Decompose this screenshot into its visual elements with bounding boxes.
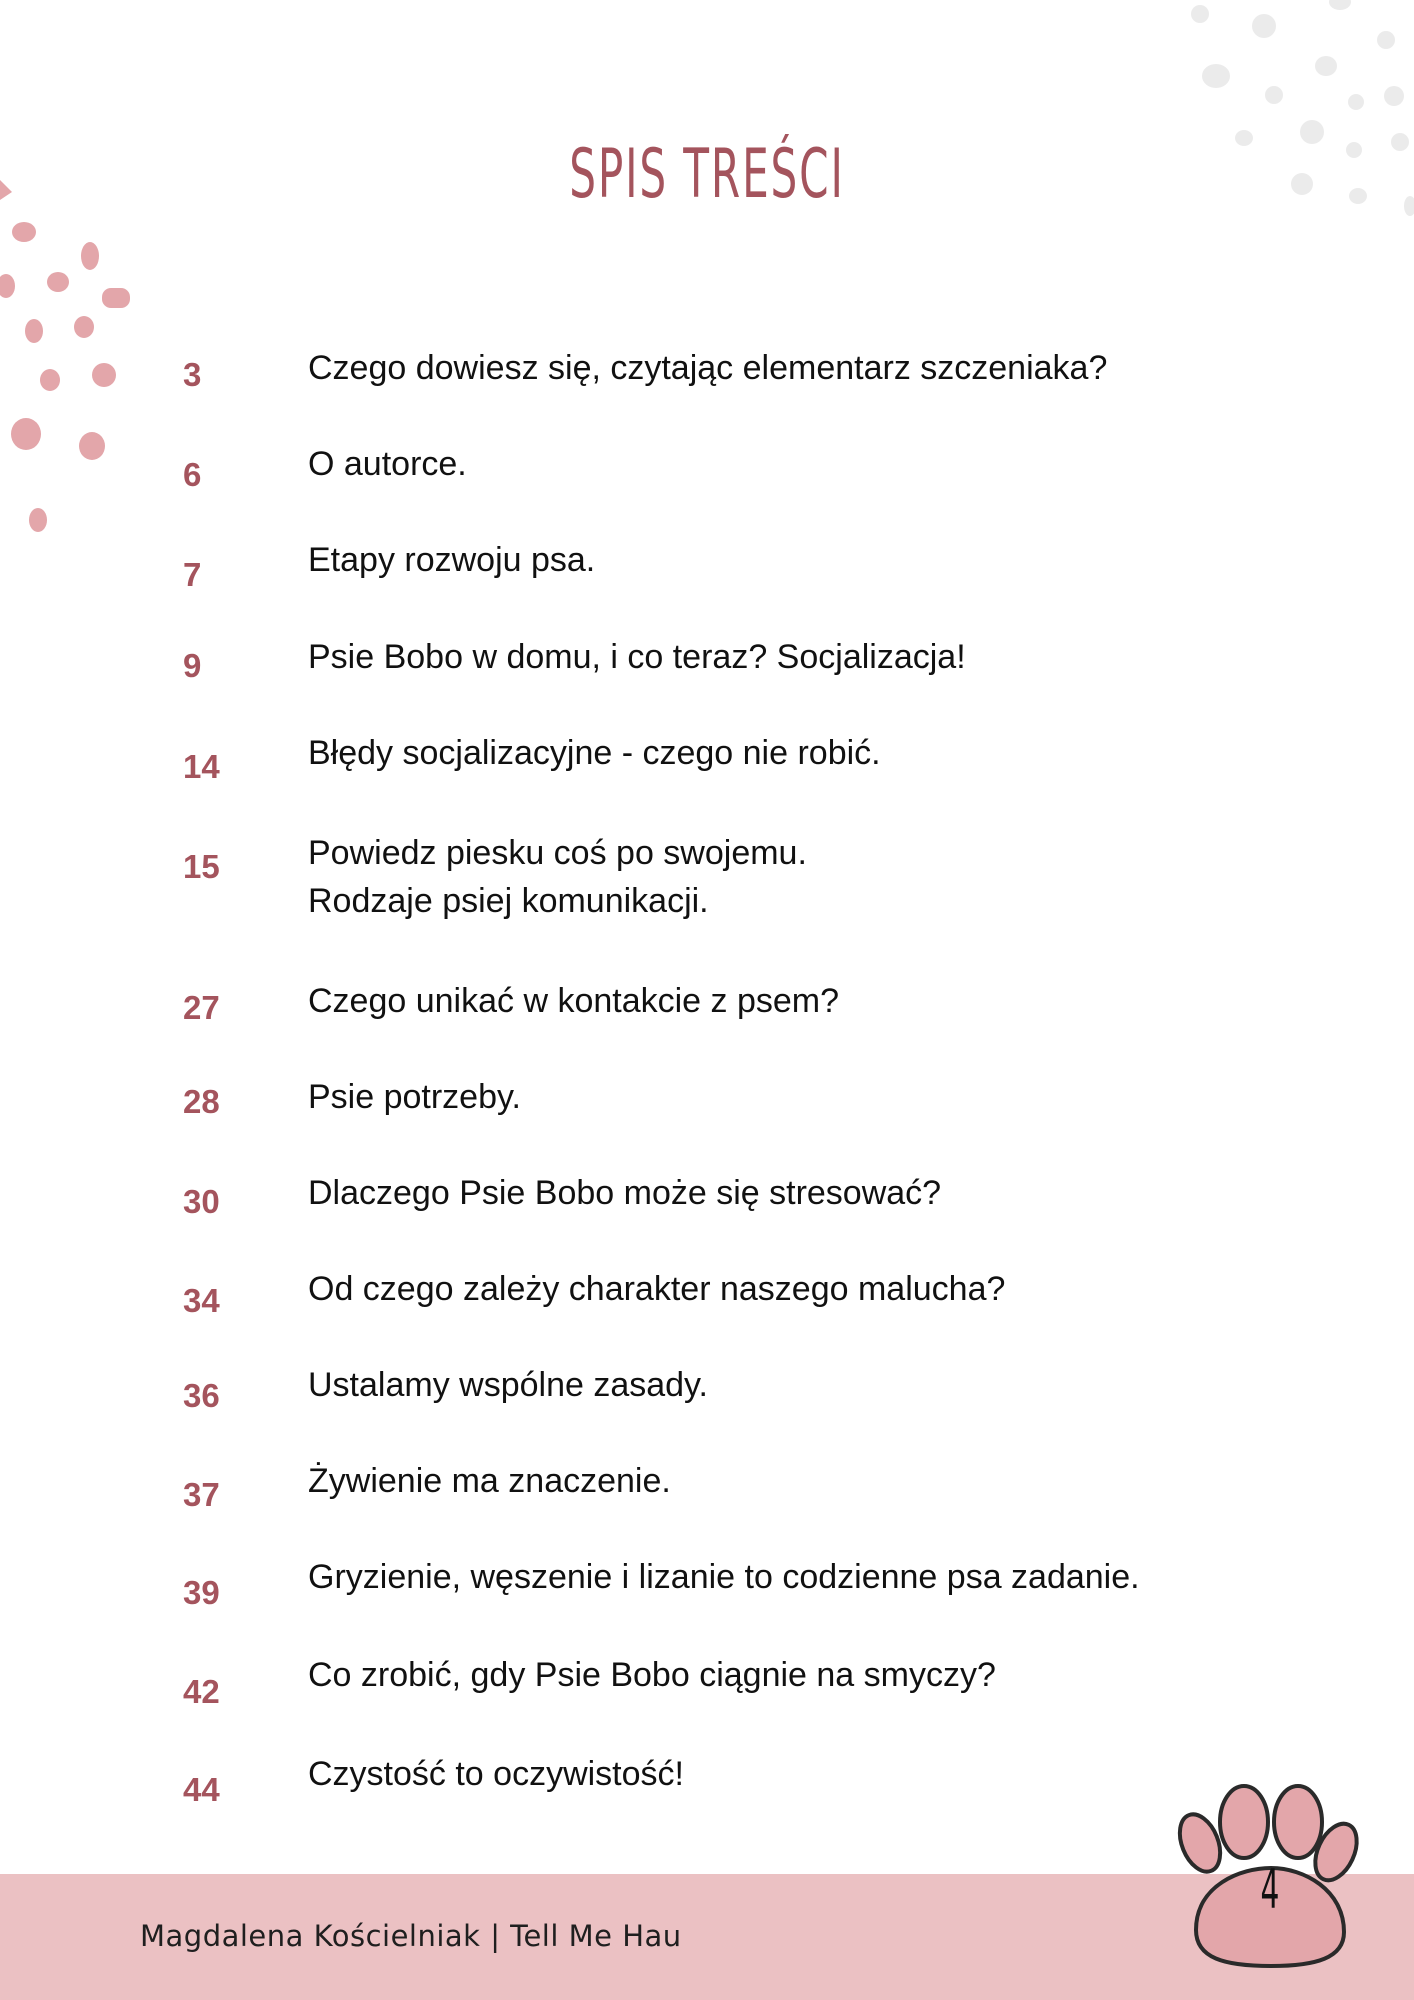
- toc-title: Od czego zależy charakter naszego malucha?: [308, 1270, 1006, 1308]
- page-number: 4: [1260, 1858, 1280, 1921]
- toc-page-number: 9: [183, 647, 202, 684]
- toc-title: O autorce.: [308, 445, 467, 483]
- toc-title: Etapy rozwoju psa.: [308, 541, 596, 579]
- toc-page-number: 39: [183, 1574, 220, 1611]
- toc-title: Powiedz piesku coś po swojemu.: [308, 834, 807, 872]
- toc-title: Czego dowiesz się, czytając elementarz szczeniaka?: [308, 349, 1108, 387]
- toc-title: Co zrobić, gdy Psie Bobo ciągnie na smyczy?: [308, 1656, 996, 1694]
- toc-page-number: 34: [183, 1282, 220, 1319]
- toc-page-number: 15: [183, 848, 220, 885]
- toc-title: Psie potrzeby.: [308, 1078, 521, 1116]
- toc-title: Gryzienie, węszenie i lizanie to codzienne psa zadanie.: [308, 1558, 1140, 1596]
- toc-title-line-2: Rodzaje psiej komunikacji.: [308, 882, 709, 920]
- toc-title: Błędy socjalizacyjne - czego nie robić.: [308, 734, 881, 772]
- toc-page-number: 42: [183, 1673, 220, 1710]
- toc-page-number: 14: [183, 748, 220, 785]
- toc-page-number: 44: [183, 1771, 220, 1808]
- footer-author: Magdalena Kościelniak | Tell Me Hau: [140, 1919, 682, 1953]
- page-title: SPIS TREŚCI: [569, 135, 845, 214]
- pink-dots-decoration: [0, 170, 140, 540]
- toc-title: Ustalamy wspólne zasady.: [308, 1366, 708, 1404]
- toc-page-number: 37: [183, 1476, 220, 1513]
- toc-page-number: 30: [183, 1183, 220, 1220]
- toc-page-number: 36: [183, 1377, 220, 1414]
- toc-page-number: 3: [183, 356, 202, 393]
- gray-dots-decoration: [1180, 0, 1414, 230]
- toc-title: Czego unikać w kontakcie z psem?: [308, 982, 840, 1020]
- toc-title: Czystość to oczywistość!: [308, 1755, 684, 1793]
- toc-page-number: 27: [183, 989, 220, 1026]
- toc-title: Psie Bobo w domu, i co teraz? Socjalizacja!: [308, 638, 966, 676]
- toc-page-number: 28: [183, 1083, 220, 1120]
- toc-title: Dlaczego Psie Bobo może się stresować?: [308, 1174, 942, 1212]
- toc-title: Żywienie ma znaczenie.: [308, 1462, 671, 1500]
- toc-page-number: 7: [183, 556, 202, 593]
- toc-page-number: 6: [183, 456, 202, 493]
